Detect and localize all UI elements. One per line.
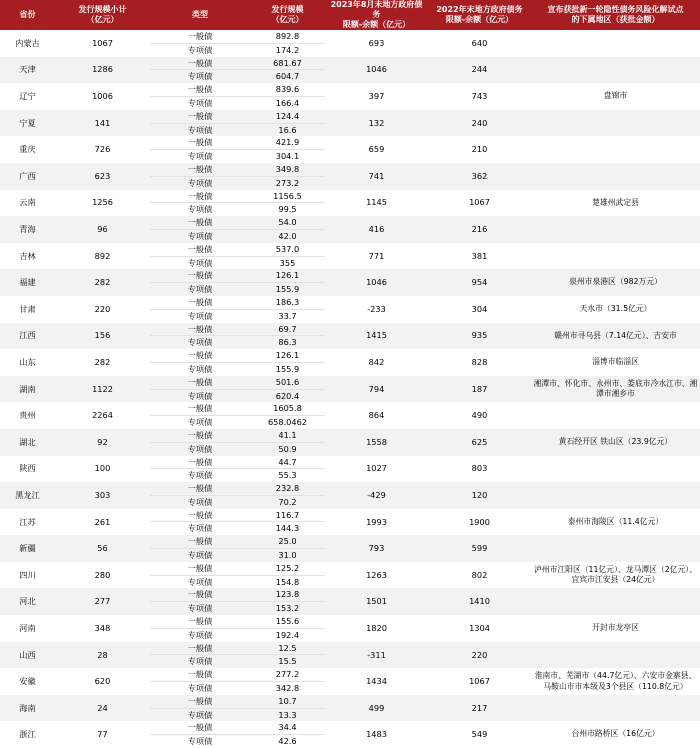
subtotal-cell: 100 [94, 463, 111, 474]
table-row [0, 456, 700, 469]
type-general-cell: 一般债 [187, 456, 213, 467]
end2022-headroom-cell: 1067 [469, 197, 490, 208]
province-cell: 河北 [0, 588, 55, 615]
special-amount-cell: 154.8 [250, 575, 325, 588]
table-body [0, 30, 700, 748]
type-special-cell: 专项债 [150, 682, 250, 695]
general-amount-cell: 126.1 [275, 350, 300, 361]
end2022-headroom-cell: 217 [428, 695, 531, 722]
aug2023-headroom-cell: 693 [368, 37, 385, 48]
special-amount-cell: 174.2 [250, 43, 325, 56]
general-amount-cell: 41.1 [250, 429, 325, 442]
province-cell: 甘肃 [19, 303, 36, 314]
header-issuance-amount: 发行规模 （亿元） [250, 0, 325, 30]
subtotal-cell: 1122 [55, 376, 150, 403]
special-amount-cell: 31.0 [250, 549, 325, 562]
type-special-cell: 专项债 [150, 256, 250, 269]
type-special-cell: 专项债 [150, 362, 250, 375]
type-special-cell: 专项债 [150, 283, 250, 296]
type-special-cell: 专项债 [150, 203, 250, 216]
pilot-region-cell [531, 456, 700, 483]
type-general-cell: 一般债 [187, 190, 213, 201]
type-special-cell: 专项债 [150, 655, 250, 668]
type-special-cell: 专项债 [150, 628, 250, 641]
aug2023-headroom-cell: 1434 [366, 676, 387, 687]
general-amount-cell: 44.7 [278, 456, 297, 467]
general-amount-cell: 501.6 [250, 376, 325, 389]
pilot-region-cell: 泰州市海陵区（11.4亿元） [567, 516, 664, 526]
pilot-region-cell [531, 535, 700, 562]
province-cell: 辽宁 [19, 91, 36, 102]
province-cell: 青海 [0, 216, 55, 243]
type-special-cell: 专项债 [150, 495, 250, 508]
special-amount-cell: 658.0462 [250, 416, 325, 429]
subtotal-cell: 220 [94, 303, 111, 314]
general-amount-cell: 421.9 [275, 137, 300, 148]
pilot-region-cell: 天水市（31.5亿元） [579, 303, 652, 313]
special-amount-cell: 155.9 [250, 283, 325, 296]
table-row [0, 695, 700, 708]
subtotal-cell: 92 [55, 429, 150, 456]
subtotal-cell: 56 [55, 535, 150, 562]
subtotal-cell: 96 [55, 216, 150, 243]
type-general-cell: 一般债 [187, 722, 213, 733]
province-cell: 福建 [0, 269, 55, 296]
type-special-cell: 专项债 [150, 70, 250, 83]
table-row [0, 163, 700, 176]
aug2023-headroom-cell: 793 [325, 535, 428, 562]
aug2023-headroom-cell: 794 [325, 376, 428, 403]
type-special-cell: 专项债 [150, 96, 250, 109]
general-amount-cell: 537.0 [275, 243, 300, 254]
general-amount-cell: 123.8 [250, 588, 325, 601]
aug2023-headroom-cell: 1046 [325, 269, 428, 296]
table-row [0, 535, 700, 548]
general-amount-cell: 1156.5 [273, 190, 302, 201]
aug2023-headroom-cell: 1263 [366, 569, 387, 580]
header-province: 省份 [0, 0, 55, 30]
subtotal-cell: 261 [94, 516, 111, 527]
end2022-headroom-cell: 803 [471, 463, 488, 474]
aug2023-headroom-cell: 1820 [366, 622, 387, 633]
pilot-region-cell: 淄博市临淄区 [592, 357, 639, 367]
special-amount-cell: 50.9 [250, 442, 325, 455]
subtotal-cell: 282 [94, 357, 111, 368]
pilot-region-cell [531, 402, 700, 429]
end2022-headroom-cell: 187 [428, 376, 531, 403]
general-amount-cell: 69.7 [250, 323, 325, 336]
pilot-region-cell: 湘潭市、怀化市、永州市、娄底市冷水江市、湘潭市湘乡市 [531, 376, 700, 403]
province-cell: 河南 [19, 622, 36, 633]
subtotal-cell: 141 [55, 110, 150, 137]
end2022-headroom-cell: 220 [428, 642, 531, 669]
special-amount-cell: 99.5 [250, 203, 325, 216]
type-general-cell: 一般债 [187, 616, 213, 627]
aug2023-headroom-cell: 741 [325, 163, 428, 190]
table-row [0, 562, 700, 575]
subtotal-cell: 156 [55, 323, 150, 350]
table-row [0, 110, 700, 123]
general-amount-cell: 125.2 [275, 562, 300, 573]
pilot-region-cell [531, 163, 700, 190]
type-general-cell: 一般债 [187, 562, 213, 573]
pilot-region-cell [531, 243, 700, 270]
aug2023-headroom-cell: 416 [325, 216, 428, 243]
province-cell: 内蒙古 [15, 37, 40, 48]
aug2023-headroom-cell: 1993 [366, 516, 387, 527]
special-amount-cell: 192.4 [250, 628, 325, 641]
table-row [0, 482, 700, 495]
pilot-region-cell: 台州市路桥区（16亿元） [571, 729, 660, 739]
pilot-region-cell: 开封市龙亭区 [592, 623, 639, 633]
end2022-headroom-cell: 362 [428, 163, 531, 190]
table-row [0, 190, 700, 203]
type-general-cell: 一般债 [187, 350, 213, 361]
special-amount-cell: 155.9 [250, 362, 325, 375]
aug2023-headroom-cell: 397 [368, 91, 385, 102]
end2022-headroom-cell: 244 [428, 57, 531, 84]
pilot-region-cell: 楚雄州武定县 [592, 197, 639, 207]
table-row [0, 269, 700, 282]
pilot-region-cell [531, 136, 700, 163]
type-special-cell: 专项债 [150, 575, 250, 588]
pilot-region-cell [531, 216, 700, 243]
type-special-cell: 专项债 [150, 602, 250, 615]
type-general-cell: 一般债 [187, 403, 213, 414]
type-special-cell: 专项债 [150, 416, 250, 429]
province-cell: 天津 [0, 57, 55, 84]
aug2023-headroom-cell: 132 [325, 110, 428, 137]
end2022-headroom-cell: 240 [428, 110, 531, 137]
subtotal-cell: 24 [55, 695, 150, 722]
aug2023-headroom-cell: 659 [368, 144, 385, 155]
province-cell: 重庆 [19, 144, 36, 155]
aug2023-headroom-cell: 1145 [366, 197, 387, 208]
type-special-cell: 专项债 [150, 229, 250, 242]
header-aug2023-headroom: 2023年8月末地方政府债务 限额-余额（亿元） [325, 0, 428, 30]
aug2023-headroom-cell: 1046 [325, 57, 428, 84]
type-special-cell: 专项债 [150, 150, 250, 163]
type-general-cell: 一般债 [187, 137, 213, 148]
type-general-cell: 一般债 [150, 695, 250, 708]
end2022-headroom-cell: 625 [428, 429, 531, 456]
type-general-cell: 一般债 [187, 296, 213, 307]
table-row [0, 136, 700, 149]
general-amount-cell: 54.0 [250, 216, 325, 229]
pilot-region-cell: 黄石经开区 铁山区（23.9亿元） [531, 429, 700, 456]
province-cell: 吉林 [19, 250, 36, 261]
special-amount-cell: 15.5 [250, 655, 325, 668]
type-general-cell: 一般债 [150, 588, 250, 601]
province-cell: 安徽 [19, 676, 36, 687]
province-cell: 湖南 [0, 376, 55, 403]
province-cell: 广西 [0, 163, 55, 190]
special-amount-cell: 273.2 [250, 176, 325, 189]
header-end2022-headroom: 2022年末地方政府债务 限额-余额（亿元） [428, 0, 531, 30]
province-cell: 宁夏 [0, 110, 55, 137]
subtotal-cell: 620 [94, 676, 111, 687]
pilot-region-cell: 盘锦市 [603, 91, 628, 101]
table-row [0, 668, 700, 681]
aug2023-headroom-cell: 864 [368, 410, 385, 421]
type-general-cell: 一般债 [150, 110, 250, 123]
subtotal-cell: 1256 [92, 197, 113, 208]
table-row [0, 216, 700, 229]
general-amount-cell: 839.6 [275, 84, 300, 95]
type-general-cell: 一般债 [187, 84, 213, 95]
end2022-headroom-cell: 216 [428, 216, 531, 243]
subtotal-cell: 2264 [92, 410, 113, 421]
subtotal-cell: 623 [55, 163, 150, 190]
general-amount-cell: 232.8 [250, 482, 325, 495]
type-general-cell: 一般债 [150, 376, 250, 389]
table-row [0, 642, 700, 655]
pilot-region-cell [531, 695, 700, 722]
type-general-cell: 一般债 [187, 509, 213, 520]
table-row [0, 402, 700, 415]
general-amount-cell: 116.7 [275, 509, 300, 520]
end2022-headroom-cell: 954 [428, 269, 531, 296]
general-amount-cell: 34.4 [278, 722, 297, 733]
pilot-region-cell [531, 110, 700, 137]
province-cell: 浙江 [19, 729, 36, 740]
type-general-cell: 一般债 [150, 216, 250, 229]
special-amount-cell: 304.1 [250, 150, 325, 163]
special-amount-cell: 13.3 [250, 708, 325, 721]
general-amount-cell: 277.2 [275, 669, 300, 680]
aug2023-headroom-cell: -311 [325, 642, 428, 669]
subtotal-cell: 892 [94, 250, 111, 261]
table-row [0, 57, 700, 70]
type-special-cell: 专项债 [150, 336, 250, 349]
type-general-cell: 一般债 [150, 429, 250, 442]
type-special-cell: 专项债 [150, 735, 250, 748]
pilot-region-cell [531, 482, 700, 509]
special-amount-cell: 604.7 [250, 70, 325, 83]
pilot-region-cell [531, 588, 700, 615]
province-cell: 江西 [0, 323, 55, 350]
end2022-headroom-cell: 490 [471, 410, 488, 421]
subtotal-cell: 303 [55, 482, 150, 509]
general-amount-cell: 1605.8 [273, 403, 302, 414]
type-general-cell: 一般债 [150, 535, 250, 548]
type-general-cell: 一般债 [187, 669, 213, 680]
end2022-headroom-cell: 304 [471, 303, 488, 314]
aug2023-headroom-cell: -429 [325, 482, 428, 509]
table-row [0, 30, 700, 43]
type-special-cell: 专项债 [150, 442, 250, 455]
pilot-region-cell [531, 30, 700, 57]
aug2023-headroom-cell: 1415 [325, 323, 428, 350]
special-amount-cell: 355 [250, 256, 325, 269]
special-amount-cell: 342.8 [250, 682, 325, 695]
general-amount-cell: 124.4 [250, 110, 325, 123]
end2022-headroom-cell: 120 [428, 482, 531, 509]
type-special-cell: 专项债 [150, 549, 250, 562]
province-cell: 黑龙江 [0, 482, 55, 509]
end2022-headroom-cell: 802 [471, 569, 488, 580]
table-header-row [0, 0, 700, 30]
end2022-headroom-cell: 549 [471, 729, 488, 740]
aug2023-headroom-cell: 1483 [366, 729, 387, 740]
pilot-region-cell: 赣州市寻乌县（7.14亿元）、吉安市 [531, 323, 700, 350]
province-cell: 贵州 [19, 410, 36, 421]
type-general-cell: 一般债 [150, 642, 250, 655]
special-amount-cell: 144.3 [250, 522, 325, 535]
pilot-region-cell [531, 642, 700, 669]
subtotal-cell: 726 [94, 144, 111, 155]
special-amount-cell: 55.3 [250, 469, 325, 482]
type-special-cell: 专项债 [150, 43, 250, 56]
special-amount-cell: 42.6 [250, 735, 325, 748]
type-general-cell: 一般债 [150, 57, 250, 70]
general-amount-cell: 155.6 [275, 616, 300, 627]
special-amount-cell: 86.3 [250, 336, 325, 349]
general-amount-cell: 349.8 [250, 163, 325, 176]
type-special-cell: 专项债 [150, 176, 250, 189]
table-row [0, 323, 700, 336]
subtotal-cell: 77 [97, 729, 108, 740]
table-row [0, 243, 700, 256]
general-amount-cell: 126.1 [250, 269, 325, 282]
aug2023-headroom-cell: 1027 [366, 463, 387, 474]
general-amount-cell: 25.0 [250, 535, 325, 548]
subtotal-cell: 348 [94, 622, 111, 633]
type-special-cell: 专项债 [150, 469, 250, 482]
subtotal-cell: 1286 [55, 57, 150, 84]
special-amount-cell: 33.7 [250, 309, 325, 322]
type-general-cell: 一般债 [150, 269, 250, 282]
end2022-headroom-cell: 210 [471, 144, 488, 155]
general-amount-cell: 892.8 [275, 31, 300, 41]
special-amount-cell: 620.4 [250, 389, 325, 402]
subtotal-cell: 277 [55, 588, 150, 615]
aug2023-headroom-cell: 1558 [325, 429, 428, 456]
type-special-cell: 专项债 [150, 123, 250, 136]
end2022-headroom-cell: 828 [471, 357, 488, 368]
subtotal-cell: 280 [94, 569, 111, 580]
end2022-headroom-cell: 935 [428, 323, 531, 350]
header-subtotal: 发行规模小计 （亿元） [55, 0, 150, 30]
header-type: 类型 [150, 0, 250, 30]
province-cell: 山东 [19, 357, 36, 368]
end2022-headroom-cell: 1067 [469, 676, 490, 687]
aug2023-headroom-cell: 842 [368, 357, 385, 368]
end2022-headroom-cell: 1410 [428, 588, 531, 615]
type-general-cell: 一般债 [187, 243, 213, 254]
aug2023-headroom-cell: 771 [368, 250, 385, 261]
table-row [0, 721, 700, 734]
special-amount-cell: 42.0 [250, 229, 325, 242]
general-amount-cell: 186.3 [275, 296, 300, 307]
type-general-cell: 一般债 [150, 163, 250, 176]
pilot-region-cell: 泸州市江阳区（11亿元）、龙马潭区（2亿元）、宜宾市江安县（24亿元） [533, 564, 698, 585]
table-row [0, 588, 700, 601]
province-cell: 云南 [19, 197, 36, 208]
table-row [0, 615, 700, 628]
type-special-cell: 专项债 [150, 389, 250, 402]
subtotal-cell: 28 [55, 642, 150, 669]
province-cell: 湖北 [0, 429, 55, 456]
pilot-region-cell: 淮南市、芜湖市（44.7亿元）、六安市金寨县、马鞍山市市本级及3个县区（110.8亿元） [534, 671, 697, 691]
table-row [0, 83, 700, 96]
end2022-headroom-cell: 381 [471, 250, 488, 261]
type-general-cell: 一般债 [187, 31, 213, 41]
aug2023-headroom-cell: 499 [325, 695, 428, 722]
end2022-headroom-cell: 743 [471, 91, 488, 102]
end2022-headroom-cell: 599 [428, 535, 531, 562]
aug2023-headroom-cell: -233 [367, 303, 386, 314]
type-special-cell: 专项债 [150, 522, 250, 535]
province-cell: 陕西 [19, 463, 36, 474]
province-cell: 江苏 [19, 516, 36, 527]
special-amount-cell: 153.2 [250, 602, 325, 615]
end2022-headroom-cell: 1900 [469, 516, 490, 527]
pilot-region-cell [531, 57, 700, 84]
table-row [0, 296, 700, 309]
table-row [0, 349, 700, 362]
type-general-cell: 一般债 [150, 482, 250, 495]
special-amount-cell: 16.6 [250, 123, 325, 136]
general-amount-cell: 10.7 [250, 695, 325, 708]
province-cell: 海南 [0, 695, 55, 722]
type-special-cell: 专项债 [150, 708, 250, 721]
table-row [0, 509, 700, 522]
end2022-headroom-cell: 1304 [469, 622, 490, 633]
type-special-cell: 专项债 [150, 309, 250, 322]
province-cell: 四川 [19, 569, 36, 580]
table-row [0, 376, 700, 389]
special-amount-cell: 166.4 [250, 96, 325, 109]
special-amount-cell: 70.2 [250, 495, 325, 508]
general-amount-cell: 12.5 [250, 642, 325, 655]
type-general-cell: 一般债 [150, 323, 250, 336]
aug2023-headroom-cell: 1501 [325, 588, 428, 615]
subtotal-cell: 282 [55, 269, 150, 296]
header-pilot-region: 宣布获批新一轮隐性债务风险化解试点 的下属地区（获批金额） [531, 0, 700, 30]
end2022-headroom-cell: 640 [471, 37, 488, 48]
subtotal-cell: 1006 [92, 91, 113, 102]
subtotal-cell: 1067 [92, 37, 113, 48]
province-cell: 新疆 [0, 535, 55, 562]
general-amount-cell: 681.67 [250, 57, 325, 70]
province-cell: 山西 [0, 642, 55, 669]
table-row [0, 429, 700, 442]
pilot-region-cell: 泉州市泉港区（982万元） [531, 269, 700, 296]
